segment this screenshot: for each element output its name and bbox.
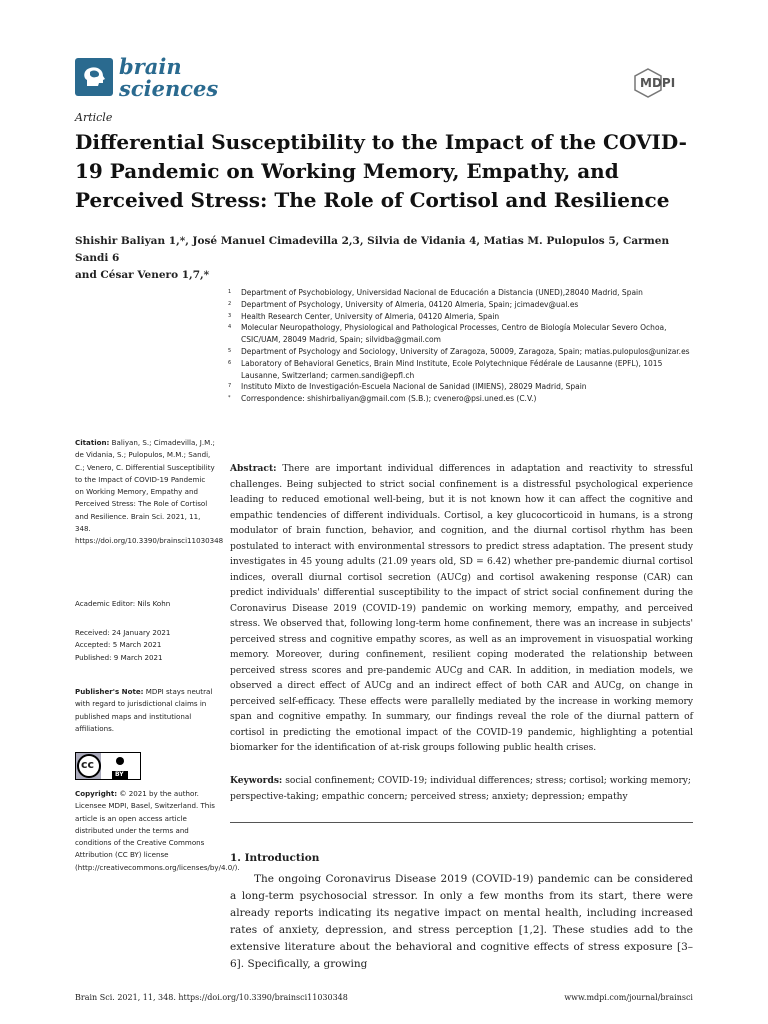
affiliation-number: * [228,395,231,402]
paper-title: Differential Susceptibility to the Impact of the COVID-19 Pandemic on Working Memory, Empathy, and Perceived Stress: The Role of Cortisol and Resilience [75,130,687,212]
affiliation-number: 6 [228,359,232,366]
affiliation-item [228,346,698,358]
affiliation-number: 4 [228,324,232,331]
affiliation-item [228,393,698,405]
affiliation-text: Correspondence: shishirbaliyan@gmail.com (S.B.); cvenero@psi.uned.es (C.V.) [241,394,537,404]
author-list: Shishir Baliyan 1,*, José Manuel Cimadevilla 2,3, Silvia de Vidania 4, Matias M. Pulopulos 5, Carmen Sandi 6 and César Venero 1,7,* [75,235,670,281]
brain-head-icon [75,58,113,96]
copyright-block: Copyright: © 2021 by the author. Licensee MDPI, Basel, Switzerland. This article is an open access article distributed under the terms and conditions of the Creative Commons Attribution (CC BY) license (http://creativecommons.org/licenses/by/4.0/). [75,789,240,872]
footer-citation: Brain Sci. 2021, 11, 348. https://doi.org/10.3390/brainsci11030348 [75,993,348,1002]
affiliation-number: 2 [228,300,232,307]
affiliation-number: 7 [228,383,232,390]
affiliation-number: 1 [228,289,232,295]
introduction-text: The ongoing Coronavirus Disease 2019 (COVID-19) pandemic can be considered a long-term psychosocial stressor. In only a few months from its start, there were already reports indicating its negative impact on mental health, including increased rates of anxiety, depression, and stress perception [1,2]. These studies add to the extensive literature about the behavioral and cognitive effects of stress exposure [3–6]. Specifically, a growing [230,873,693,970]
footer-journal-url[interactable]: www.mdpi.com/journal/brainsci [564,993,693,1002]
affiliation-number: 5 [228,347,232,354]
affiliation-item [228,358,698,382]
journal-name: brain sciences [119,54,219,101]
affiliation-text: Department of Psychobiology, Universidad Nacional de Educación a Distancia (UNED),28040 Madrid, Spain [241,288,643,297]
affiliation-text: Molecular Neuropathology, Physiological and Pathological Processes, Centro de Biología Molecular Severo Ochoa, CSIC/UAM, 28049 Madrid, Spain; silvidba@gmail.com [241,323,667,345]
affiliations [228,287,698,405]
affiliation-item [228,299,698,311]
affiliation-text: Health Research Center, University of Almeria, 04120 Almeria, Spain [241,311,500,321]
section-heading: 1. Introduction [230,852,320,864]
article-type: Article [75,111,113,124]
publisher-logo: MDPI [634,68,690,98]
cc-by-license-icon[interactable]: cc BY [75,752,141,780]
affiliation-item [228,311,698,323]
journal-logo [75,54,219,108]
affiliation-item [228,287,698,299]
affiliation-text: Laboratory of Behavioral Genetics, Brain Mind Institute, Ecole Polytechnique Fédérale de Lausanne (EPFL), 1015 Lausanne, Switzerland; carmen.sandi@epfl.ch [241,358,663,380]
publisher-note: Publisher's Note: MDPI stays neutral with regard to jurisdictional claims in published maps and institutional affiliations. [75,687,213,733]
section-divider [230,822,693,823]
abstract: Abstract: There are important individual differences in adaptation and reactivity to stressful challenges. Being subjected to strict social confinement is a distressful psychological experience leading to reduced emotional well-being, but it is not known how it can affect the cognitive and empathic tendencies of different individuals. Cortisol, a key glucocorticoid in humans, is a strong modulator of brain function, behavior, and cognition, and the diurnal cortisol rhythm has been postulated to interact with environmental stressors to predict stress adaptation. The present study investigates in 45 young adults (21.09 years old, SD = 6.42) whether pre-pandemic diurnal cortisol indices, overall diurnal cortisol secretion (AUCg) and cortisol awakening response (CAR) can predict individuals' differential susceptibility to the impact of strict social confinement during the Coronavirus Disease 2019 (COVID-19) pandemic on working memory, empathy, and perceived stress. We observed that, following long-term home confinement, there was an increase in subjects' perceived stress and cognitive empathy scores, as well as an improvement in visuospatial working memory. Moreover, during confinement, resilient coping moderated the relationship between perceived stress scores and pre-pandemic AUCg and CAR. In addition, in mediation models, we observed a direct effect of AUCg and an indirect effect of both CAR and AUCg, on change in perceived self-efficacy. These effects were parallelly mediated by the increase in working memory span and cognitive empathy. In summary, our findings reveal the role of the diurnal pattern of cortisol in predicting the emotional impact of the COVID-19 pandemic, highlighting a potential biomarker for the identification of at-risk groups following public health crises. [230,463,693,753]
affiliation-text: Department of Psychology, University of Almeria, 04120 Almeria, Spain; jcimadev@ual.es [241,299,579,309]
affiliation-text: Department of Psychology and Sociology, University of Zaragoza, 50009, Zaragoza, Spain; matias.pulopulos@unizar.es [241,346,690,356]
academic-editor: Academic Editor: Nils Kohn [75,599,171,608]
affiliation-number: 3 [228,312,232,319]
citation-block: Citation: Baliyan, S.; Cimadevilla, J.M.; de Vidania, S.; Pulopulos, M.M.; Sandi, C.; Venero, C. Differential Susceptibility to the Impact of COVID-19 Pandemic on Working Memory, Empathy and Perceived Stress: The Role of Cortisol and Resilience. Brain Sci. 2021, 11, 348. https://doi.org/10.3390/brainsci11030348 [75,438,224,546]
affiliation-item [228,381,698,393]
affiliation-text: Instituto Mixto de Investigación-Escuela Nacional de Sanidad (IMIENS), 28029 Madrid, Spain [241,382,587,392]
keywords: Keywords: social confinement; COVID-19; individual differences; stress; cortisol; working memory; perspective-taking; empathic concern; perceived stress; anxiety; depression; empathy [230,775,691,802]
dates-block: Received: 24 January 2021 Accepted: 5 March 2021 Published: 9 March 2021 [75,628,171,662]
affiliation-item [228,322,698,346]
